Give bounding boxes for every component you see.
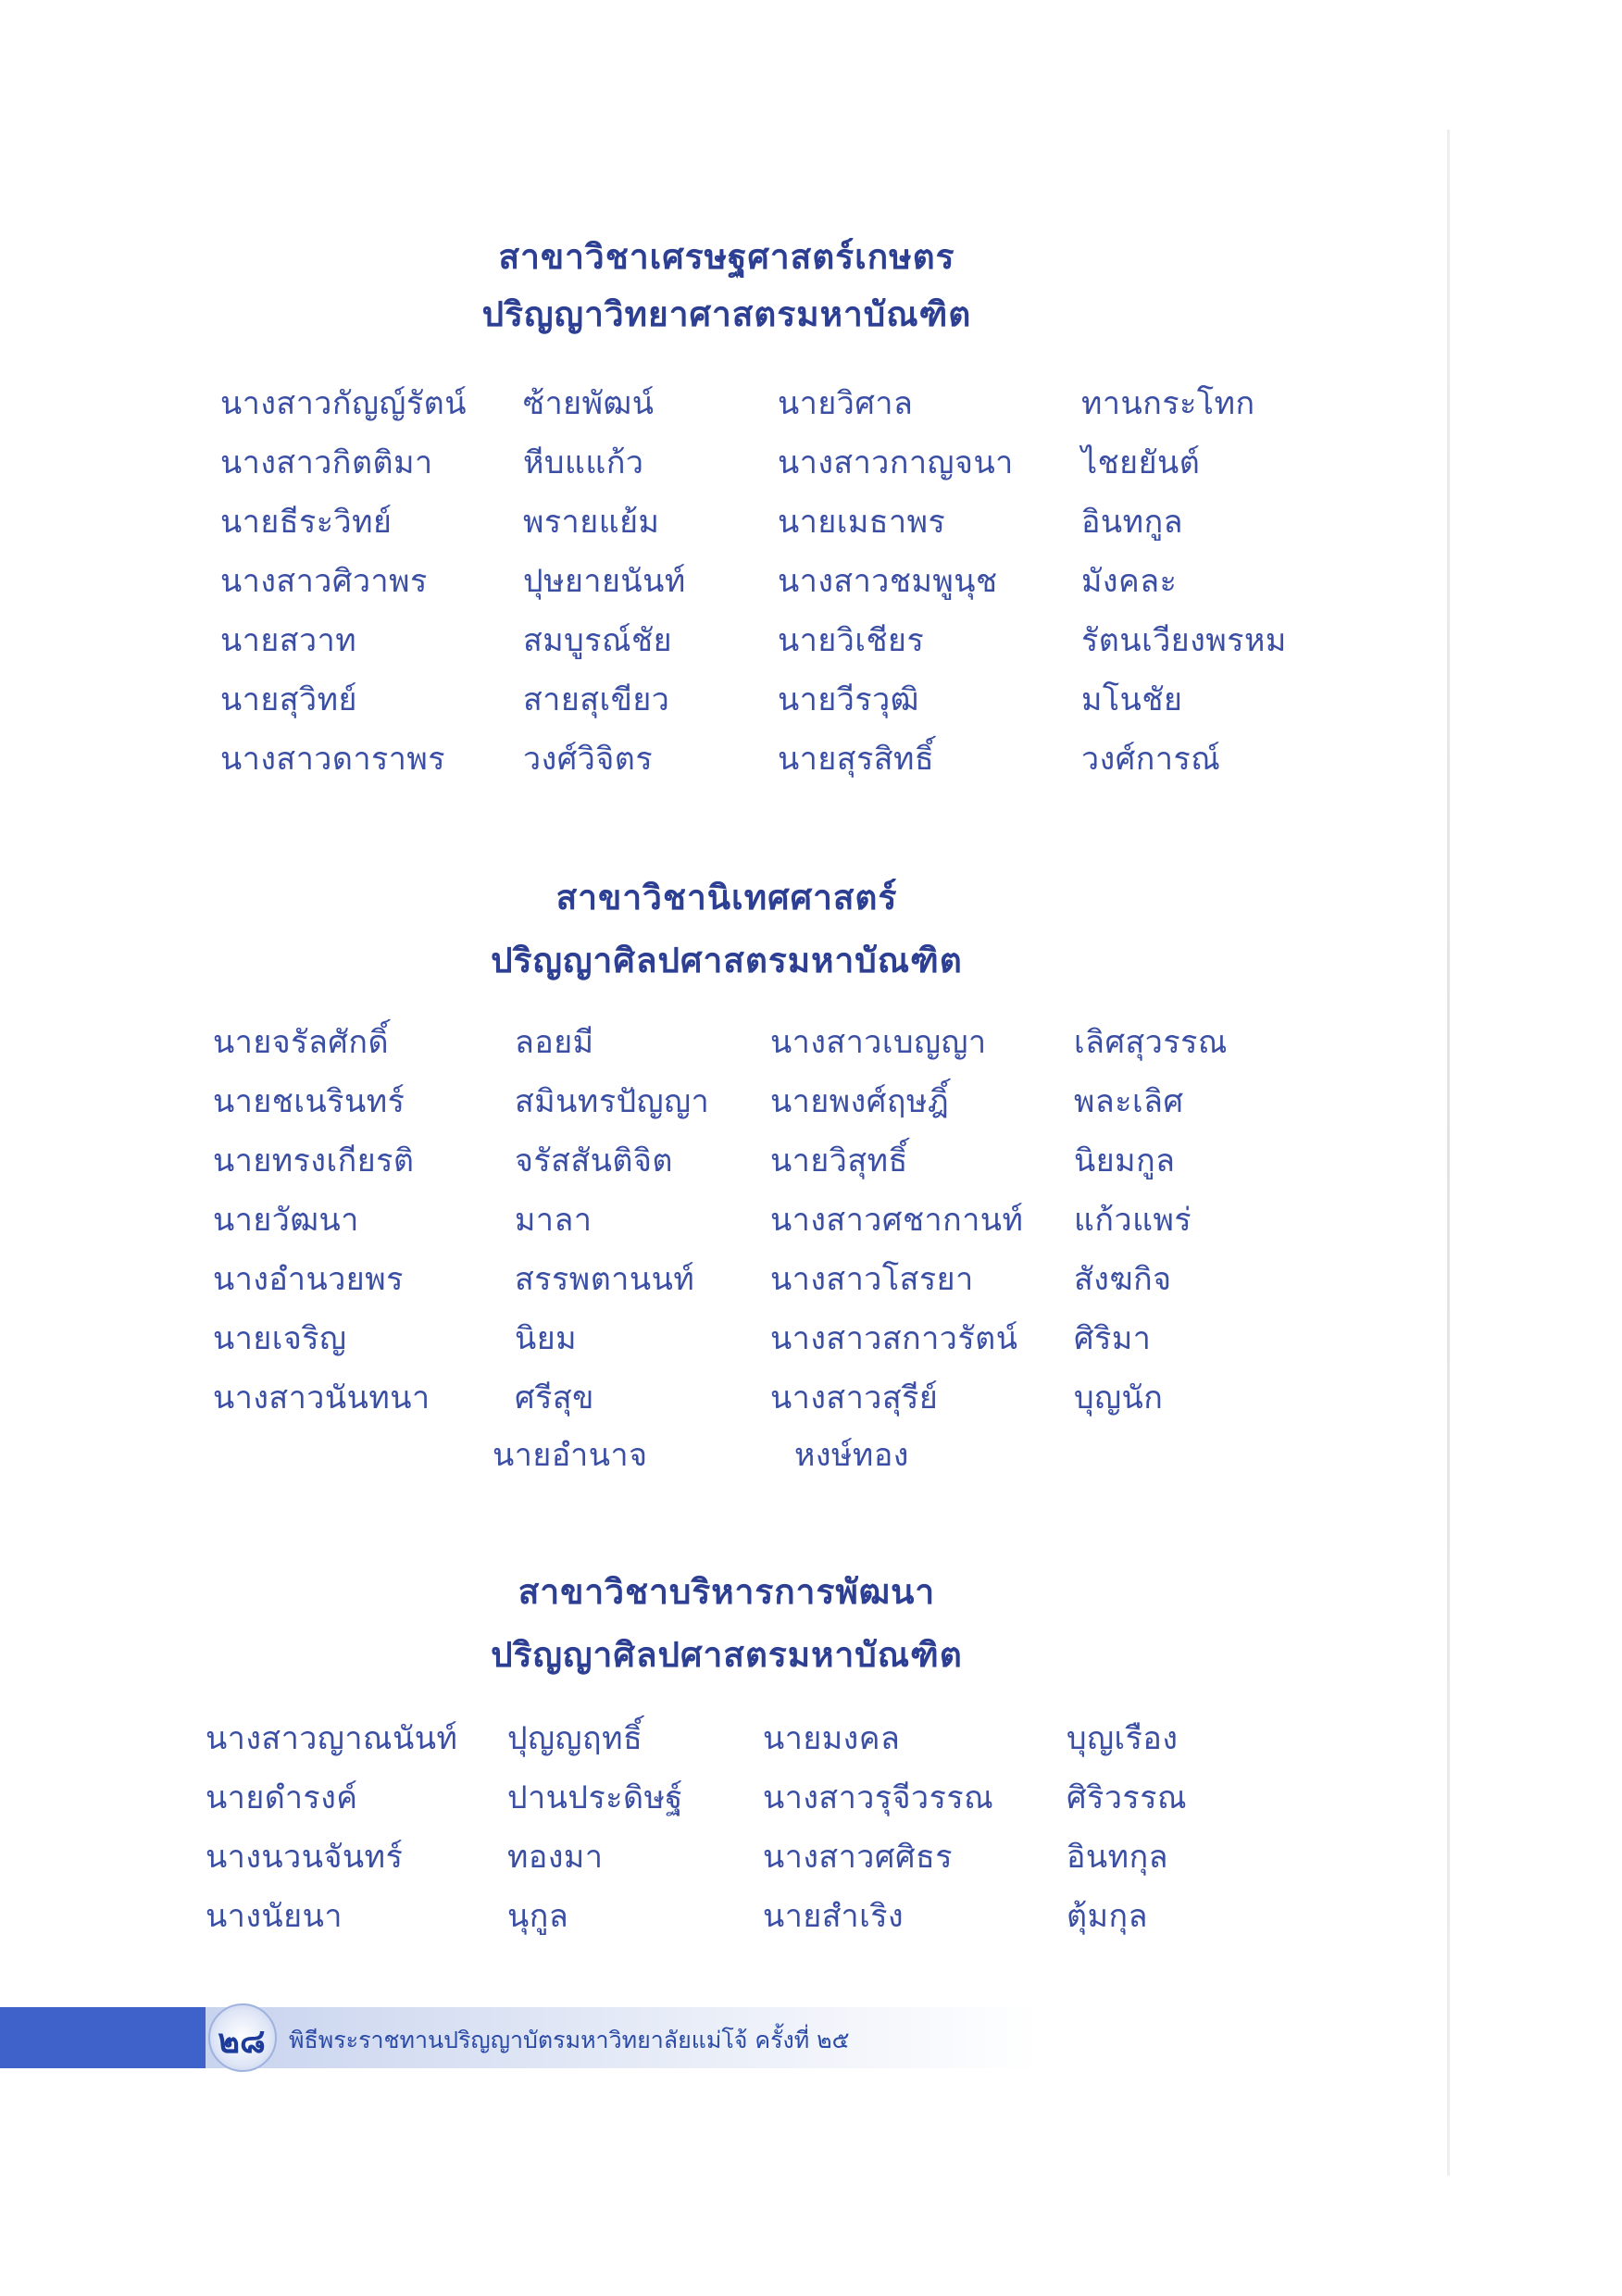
graduate-last-name: หงษ์ทอง [794, 1437, 909, 1474]
graduate-last-name: สมินทรปัญญา [515, 1083, 710, 1120]
graduate-last-name: ทานกระโทก [1081, 385, 1255, 422]
graduate-first-name: นายวิเชียร [778, 622, 925, 659]
graduate-first-name: นางสาวศิวาพร [220, 563, 428, 600]
graduate-first-name: นายวิสุทธิ์ [770, 1142, 908, 1179]
graduate-last-name: วงศ์การณ์ [1081, 741, 1221, 778]
graduate-first-name: นายเจริญ [213, 1320, 347, 1357]
graduate-first-name: นายวัฒนา [213, 1202, 359, 1239]
graduate-first-name: นางสาวเบญญา [770, 1024, 987, 1061]
graduate-last-name: มังคละ [1081, 563, 1178, 600]
graduate-first-name: นางสาวกัญญ์รัตน์ [220, 385, 467, 422]
graduate-first-name: นายวิศาล [778, 385, 914, 422]
graduate-last-name: รัตนเวียงพรหม [1081, 622, 1287, 659]
graduate-last-name: ปานประดิษฐ์ [507, 1779, 683, 1816]
graduate-last-name: สายสุเขียว [523, 681, 670, 718]
graduate-last-name: พรายแย้ม [523, 504, 660, 541]
graduate-last-name: สมบูรณ์ชัย [523, 622, 673, 659]
graduate-last-name: อินทกุล [1067, 1839, 1168, 1876]
graduate-row [0, 555, 1622, 607]
graduate-last-name: ศรีสุข [515, 1379, 594, 1416]
graduate-first-name: นางนวนจันทร์ [206, 1839, 404, 1876]
graduate-last-name: พละเลิศ [1074, 1083, 1184, 1120]
graduate-first-name: นายวีรวุฒิ [778, 681, 919, 718]
graduate-first-name: นายเมธาพร [778, 504, 946, 541]
graduate-first-name: นายพงศ์ฤษฎิ์ [770, 1083, 950, 1120]
graduate-first-name: นางสาวกิตติมา [220, 444, 433, 481]
graduate-first-name: นางสาวญาณนันท์ [206, 1720, 458, 1757]
section-degree: ปริญญาวิทยาศาสตรมหาบัณฑิต [481, 293, 972, 334]
graduate-row [0, 1713, 1622, 1765]
graduate-first-name: นายชเนรินทร์ [213, 1083, 406, 1120]
graduate-last-name: วงศ์วิจิตร [523, 741, 654, 778]
graduate-row [0, 1890, 1622, 1942]
graduate-first-name: นางสาวรุจีวรรณ [763, 1779, 994, 1816]
graduate-first-name: นายดำรงค์ [206, 1779, 358, 1816]
page-number: ๒๘ [218, 2022, 266, 2061]
graduate-row [0, 1772, 1622, 1824]
graduate-row [0, 1135, 1622, 1187]
graduate-first-name: นางสาวโสรยา [770, 1261, 974, 1298]
graduate-row [0, 1194, 1622, 1246]
graduate-first-name: นายธีระวิทย์ [220, 504, 393, 541]
graduate-row [0, 1831, 1622, 1883]
graduate-first-name: นางสาวสุรีย์ [770, 1379, 939, 1416]
graduate-row [0, 1254, 1622, 1305]
graduate-last-name: จรัสสันติจิต [515, 1142, 674, 1179]
graduate-row [0, 1017, 1622, 1068]
section-title: สาขาวิชาเศรษฐศาสตร์เกษตร [498, 236, 955, 277]
graduate-first-name: นายสุวิทย์ [220, 681, 357, 718]
footer-caption: พิธีพระราชทานปริญญาบัตรมหาวิทยาลัยแม่โจ้ ครั้งที่ ๒๕ [289, 2027, 850, 2053]
graduate-row [0, 378, 1622, 430]
graduate-row [0, 615, 1622, 667]
footer-accent-bar [0, 2007, 206, 2068]
graduate-last-name: ซ้ายพัฒน์ [523, 385, 655, 422]
graduate-row [0, 437, 1622, 489]
graduate-last-name: อินทกูล [1081, 504, 1183, 541]
section-degree: ปริญญาศิลปศาสตรมหาบัณฑิต [491, 940, 963, 980]
graduate-first-name: นายสุรสิทธิ์ [778, 741, 935, 778]
graduate-first-name: นายจรัลศักดิ์ [213, 1024, 390, 1061]
graduate-first-name: นางสาวชมพูนุช [778, 563, 998, 600]
section-title: สาขาวิชานิเทศศาสตร์ [555, 877, 898, 917]
graduate-last-name: บุญนัก [1074, 1379, 1164, 1416]
graduate-last-name: มาลา [515, 1202, 593, 1239]
graduate-first-name: นายสำเริง [763, 1898, 905, 1935]
graduate-last-name: ไชยยันต์ [1081, 444, 1201, 481]
graduate-last-name: ปุญญฤทธิ์ [507, 1720, 643, 1757]
graduate-first-name: นางสาวนันทนา [213, 1379, 430, 1416]
graduate-last-name: บุญเรือง [1067, 1720, 1179, 1757]
graduate-first-name: นางนัยนา [206, 1898, 343, 1935]
graduate-row [0, 1313, 1622, 1365]
graduate-last-name: ตุ้มกุล [1067, 1898, 1148, 1935]
graduate-first-name: นางสาวศศิธร [763, 1839, 954, 1876]
graduate-last-name: นิยมกูล [1074, 1142, 1176, 1179]
graduate-first-name: นายอำนาจ [493, 1437, 648, 1474]
graduate-first-name: นายทรงเกียรติ [213, 1142, 415, 1179]
graduate-row [0, 1372, 1622, 1424]
graduate-last-name: นิยม [515, 1320, 578, 1357]
graduate-last-name: ปุษยายนันท์ [523, 563, 686, 600]
graduate-first-name: นางอำนวยพร [213, 1261, 404, 1298]
graduate-first-name: นางสาวศชากานท์ [770, 1202, 1024, 1239]
graduate-row [0, 674, 1622, 726]
graduate-first-name: นางสาวดาราพร [220, 741, 446, 778]
graduate-first-name: นางสาวสกาวรัตน์ [770, 1320, 1018, 1357]
graduate-last-name: มโนชัย [1081, 681, 1183, 718]
graduate-row [0, 496, 1622, 548]
section-degree: ปริญญาศิลปศาสตรมหาบัณฑิต [491, 1634, 963, 1675]
graduate-first-name: นายสวาท [220, 622, 357, 659]
graduate-last-name: ลอยมี [515, 1024, 594, 1061]
graduate-row [0, 733, 1622, 785]
graduate-last-name: ทองมา [507, 1839, 604, 1876]
graduate-row [0, 1076, 1622, 1128]
graduate-last-name: หีบแแก้ว [523, 444, 644, 481]
graduate-last-name: แก้วแพร่ [1074, 1202, 1192, 1239]
graduate-first-name: นางสาวกาญจนา [778, 444, 1014, 481]
graduate-last-name: สังฆกิจ [1074, 1261, 1172, 1298]
graduate-row-continued [0, 1429, 1622, 1481]
graduate-last-name: นุกูล [507, 1898, 569, 1935]
graduate-last-name: ศิริวรรณ [1067, 1779, 1188, 1816]
graduate-last-name: ศิริมา [1074, 1320, 1152, 1357]
page-footer [0, 2002, 1622, 2074]
graduate-last-name: สรรพตานนท์ [515, 1261, 695, 1298]
graduate-first-name: นายมงคล [763, 1720, 901, 1757]
section-title: สาขาวิชาบริหารการพัฒนา [518, 1571, 936, 1612]
graduate-last-name: เลิศสุวรรณ [1074, 1024, 1228, 1061]
